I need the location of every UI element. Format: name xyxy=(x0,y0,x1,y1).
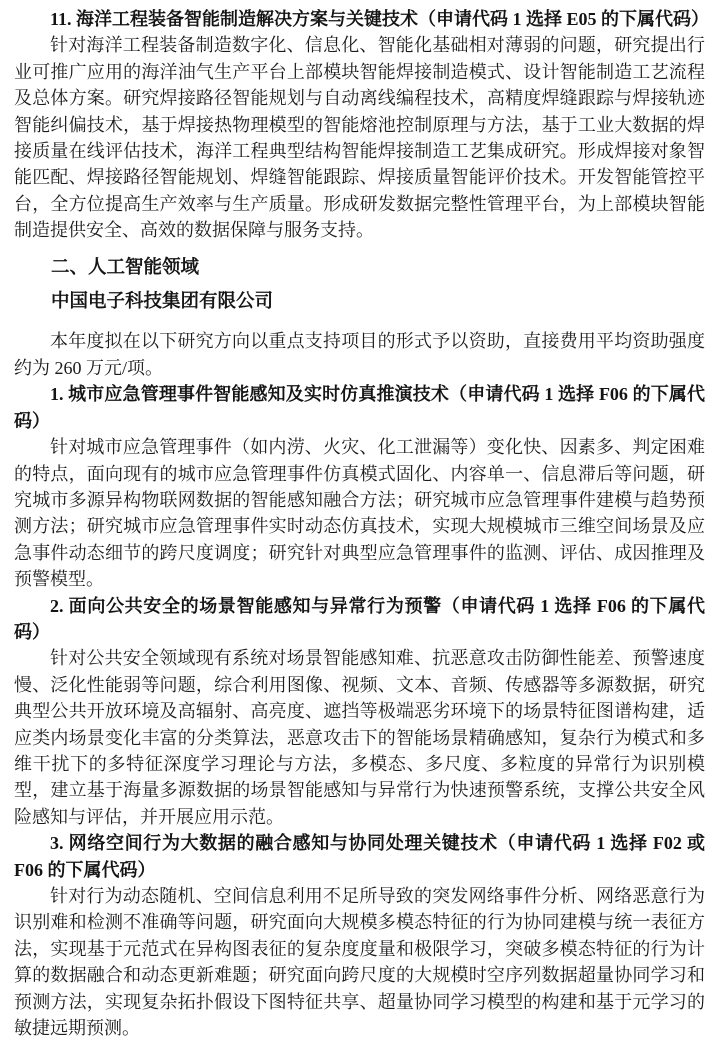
topic-3-heading: 3. 网络空间行为大数据的融合感知与协同处理关键技术（申请代码 1 选择 F02 或 F06 的下属代码） xyxy=(14,833,705,880)
chapter-ai-domain-heading: 二、人工智能领域 xyxy=(51,255,200,277)
topic-2-description: 针对公共安全领域现有系统对场景智能感知难、抗恶意攻击防御性能差、预警速度慢、泛化性能弱等问题，综合利用图像、视频、文本、音频、传感器等多源数据，研究典型公共开放环境及高辐射、高亮度、遮挡等极端恶劣环境下的场景特征图谱构建，适应类内场景变化丰富的分类算法，恶意攻击下的智能场景精确感知，复杂行为模式和多维干扰下的多特征深度学习理论与方法，多模态、多尺度、多粒度的异常行为识别模型，建立基于海量多源数据的场景智能感知与异常行为快速预警系统，支撑公共安全风险感知与评估，并开展应用示范。 xyxy=(14,648,705,827)
topic-3-description: 针对行为动态随机、空间信息利用不足所导致的突发网络事件分析、网络恶意行为识别难和检测不准确等问题，研究面向大规模多模态特征的行为协同建模与统一表征方法，实现基于元范式在异构图表征的复杂度度量和极限学习，突破多模态特征的行为计算的数据融合和动态更新难题；研究面向跨尺度的大规模时空序列数据超量协同学习和预测方法，实现复杂拓扑假设下图特征共享、超量协同学习模型的构建和基于元学习的敏捷远期预测。 xyxy=(14,886,705,1039)
topic-11-description: 针对海洋工程装备制造数字化、信息化、智能化基础相对薄弱的问题，研究提出行业可推广应用的海洋油气生产平台上部模块智能焊接制造模式、设计智能制造工艺流程及总体方案。研究焊接路径智能规划与自动离线编程技术，高精度焊缝跟踪与焊接轨迹智能纠偏技术，基于焊接热物理模型的智能熔池控制原理与方法，基于工业大数据的焊接质量在线评估技术，海洋工程典型结构智能焊接制造工艺集成研究。形成焊接对象智能匹配、焊接路径智能规划、焊缝智能跟踪、焊接质量智能评价技术。开发智能管控平台，全方位提高生产效率与生产质量。形成研发数据完整性管理平台，为上部模块智能制造提供安全、高效的数据保障与服务支持。 xyxy=(14,35,705,241)
topic-1-heading: 1. 城市应急管理事件智能感知及实时仿真推演技术（申请代码 1 选择 F06 的下属代码） xyxy=(14,384,705,431)
topic-1-description: 针对城市应急管理事件（如内涝、火灾、化工泄漏等）变化快、因素多、判定困难的特点，面向现有的城市应急管理事件仿真模式固化、内容单一、信息滞后等问题，研究城市多源异构物联网数据的智能感知融合方法；研究城市应急管理事件建模与趋势预测方法；研究城市应急管理事件实时动态仿真技术，实现大规模城市三维空间场景及应急事件动态细节的跨尺度调度；研究针对典型应急管理事件的监测、评估、成因推理及预警模型。 xyxy=(14,437,705,590)
topic-11-heading: 11. 海洋工程装备智能制造解决方案与关键技术（申请代码 1 选择 E05 的下属代码） xyxy=(50,9,710,29)
funding-intro-paragraph: 本年度拟在以下研究方向以重点支持项目的形式予以资助，直接费用平均资助强度约为 260 万元/项。 xyxy=(14,331,705,378)
organization-name-heading: 中国电子科技集团有限公司 xyxy=(51,290,274,312)
topic-2-heading: 2. 面向公共安全的场景智能感知与异常行为预警（申请代码 1 选择 F06 的下属代码） xyxy=(14,595,705,642)
